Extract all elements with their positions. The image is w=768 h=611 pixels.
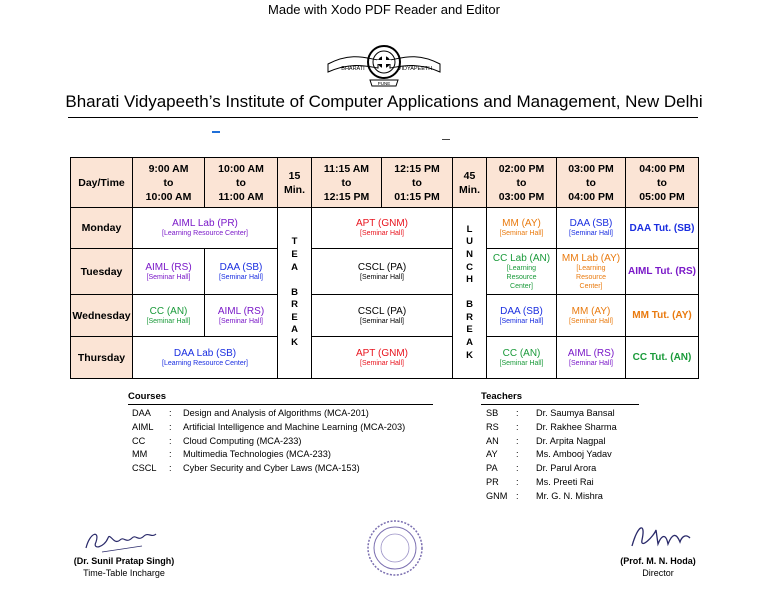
course-row: CSCL : Cyber Security and Cyber Laws (MCA-153) — [132, 463, 360, 474]
courses-list — [132, 407, 405, 476]
tuesday-slot-5: CC Lab (AN) [Learning Resource Center] — [487, 249, 557, 295]
tea-break-column: T E A B R E A K — [278, 208, 312, 379]
teachers-list — [486, 407, 617, 504]
header-lunch-break: 45 Min. — [453, 158, 487, 208]
wednesday-slot-7: MM Tut. (AY) — [626, 295, 699, 337]
teachers-title: Teachers — [481, 391, 523, 402]
tuesday-slot-1: AIML (RS) [Seminar Hall] — [133, 249, 205, 295]
institute-seal — [366, 519, 424, 577]
svg-text:VIDYAPEETH: VIDYAPEETH — [397, 66, 433, 72]
header-tea-break: 15 Min. — [278, 158, 312, 208]
monday-slot-3-4: APT (GNM) [Seminar Hall] — [312, 208, 453, 249]
course-row: DAA : Design and Analysis of Algorithms (MCA-201) — [132, 408, 369, 418]
monday-slot-6: DAA (SB) [Seminar Hall] — [557, 208, 626, 249]
thursday-slot-7: CC Tut. (AN) — [626, 337, 699, 379]
day-thursday: Thursday — [71, 337, 133, 379]
day-tuesday: Tuesday — [71, 249, 133, 295]
course-row: CC : Cloud Computing (MCA-233) — [132, 435, 302, 446]
timetable-header-row — [71, 158, 699, 208]
course-row: MM : Multimedia Technologies (MCA-233) — [132, 449, 331, 460]
institute-logo — [326, 38, 442, 88]
header-slot-3: 11:15 AM to 12:15 PM — [312, 158, 382, 208]
day-wednesday: Wednesday — [71, 295, 133, 337]
tuesday-slot-7: AIML Tut. (RS) — [626, 249, 699, 295]
title-dash-right — [442, 139, 450, 140]
thursday-slot-6: AIML (RS) [Seminar Hall] — [557, 337, 626, 379]
title-divider — [68, 117, 698, 118]
thursday-slot-1-2: DAA Lab (SB) [Learning Resource Center] — [133, 337, 278, 379]
courses-title: Courses — [128, 391, 167, 402]
row-tuesday — [71, 249, 699, 295]
header-slot-6: 03:00 PM to 04:00 PM — [557, 158, 626, 208]
header-slot-2: 10:00 AM to 11:00 AM — [205, 158, 278, 208]
svg-text:PUNE: PUNE — [377, 81, 391, 86]
svg-text:BHARATI: BHARATI — [341, 66, 365, 72]
wednesday-slot-5: DAA (SB) [Seminar Hall] — [487, 295, 557, 337]
teachers-divider — [481, 404, 639, 405]
signature-right: (Prof. M. N. Hoda) Director — [620, 556, 696, 578]
teacher-row: SB : Dr. Saumya Bansal — [486, 408, 615, 418]
teacher-row: AN : Dr. Arpita Nagpal — [486, 435, 606, 446]
wednesday-slot-2: AIML (RS) [Seminar Hall] — [205, 295, 278, 337]
thursday-slot-5: CC (AN) [Seminar Hall] — [487, 337, 557, 379]
tuesday-slot-3-4: CSCL (PA) [Seminar Hall] — [312, 249, 453, 295]
courses-divider — [128, 404, 433, 405]
row-wednesday — [71, 295, 699, 337]
row-monday — [71, 208, 699, 249]
day-monday: Monday — [71, 208, 133, 249]
tuesday-slot-6: MM Lab (AY) [Learning Resource Center] — [557, 249, 626, 295]
wednesday-slot-6: MM (AY) [Seminar Hall] — [557, 295, 626, 337]
teacher-row: PR : Ms. Preeti Rai — [486, 476, 594, 487]
header-slot-7: 04:00 PM to 05:00 PM — [626, 158, 699, 208]
signature-left: (Dr. Sunil Pratap Singh) Time-Table Incharge — [73, 556, 175, 578]
monday-slot-5: MM (AY) [Seminar Hall] — [487, 208, 557, 249]
title-dash-left — [212, 131, 220, 133]
signature-left-scribble — [82, 526, 162, 554]
wednesday-slot-1: CC (AN) [Seminar Hall] — [133, 295, 205, 337]
course-row: AIML : Artificial Intelligence and Machine Learning (MCA-203) — [132, 421, 406, 432]
timetable — [70, 157, 699, 379]
tuesday-slot-2: DAA (SB) [Seminar Hall] — [205, 249, 278, 295]
header-slot-5: 02:00 PM to 03:00 PM — [487, 158, 557, 208]
monday-slot-1-2: AIML Lab (PR) [Learning Resource Center] — [133, 208, 278, 249]
monday-slot-7: DAA Tut. (SB) — [626, 208, 699, 249]
lunch-break-column: L U N C H B R E A K — [453, 208, 487, 379]
teacher-row: AY : Ms. Ambooj Yadav — [486, 449, 612, 460]
header-slot-1: 9:00 AM to 10:00 AM — [133, 158, 205, 208]
teacher-row: RS : Dr. Rakhee Sharma — [486, 421, 617, 432]
thursday-slot-3-4: APT (GNM) [Seminar Hall] — [312, 337, 453, 379]
wednesday-slot-3-4: CSCL (PA) [Seminar Hall] — [312, 295, 453, 337]
teacher-row: PA : Dr. Parul Arora — [486, 463, 597, 474]
teacher-row: GNM : Mr. G. N. Mishra — [486, 490, 603, 501]
signature-right-scribble — [626, 516, 696, 554]
watermark: Made with Xodo PDF Reader and Editor — [268, 2, 500, 17]
header-slot-4: 12:15 PM to 01:15 PM — [382, 158, 453, 208]
row-thursday — [71, 337, 699, 379]
header-day-time: Day/Time — [71, 158, 133, 208]
institute-title: Bharati Vidyapeeth’s Institute of Computer Applications and Management, New Delhi — [65, 92, 703, 111]
